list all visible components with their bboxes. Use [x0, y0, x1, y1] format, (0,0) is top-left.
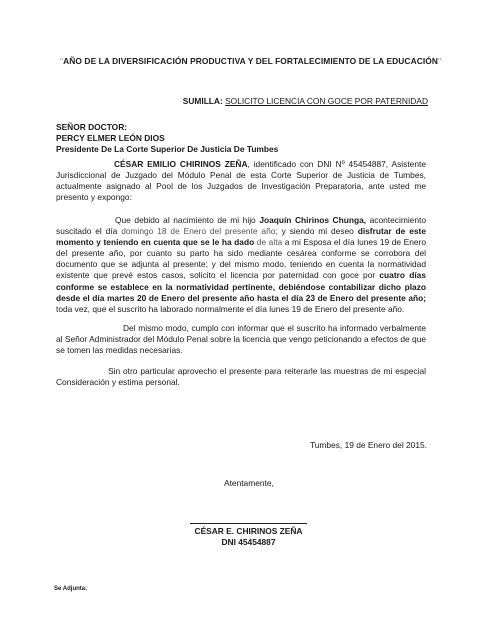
paragraph-introduction: [56, 159, 426, 203]
heading-open-quote: ": [60, 56, 64, 66]
letter-date: Tumbes, 19 de Enero del 2015.: [309, 440, 427, 450]
applicant-name: CÉSAR EMILIO CHIRINOS ZEÑA: [114, 159, 248, 169]
paragraph-request: [56, 215, 426, 315]
request-bold-2: cuatro días conforme se establece en la normatividad pertinente, debiéndose contabilizar dicho plazo desde el día martes 20 de Enero del presente año hasta el día 23 de Enero del presente año;: [56, 270, 426, 303]
heading-close-quote: ": [438, 56, 442, 66]
request-text-6: toda vez, que el suscrito ha laborado normalmente el día lunes 19 de Enero del presente año.: [56, 303, 405, 314]
sumilla-label: SUMILLA:: [182, 96, 223, 106]
request-text-4: de alta: [254, 237, 285, 248]
introduction-text: , identificado con DNI Nº 45454887, Asistente Jurisdiccional de Juzgado del Módulo Penal de esta Corte Superior de Justicia de Tumbes, actualmente asignado al Pool de los Juzgados de Investigación Preparatoria, ante usted me presento y expongo:: [56, 159, 426, 203]
heading-title: AÑO DE LA DIVERSIFICACIÓN PRODUCTIVA Y DEL FORTALECIMIENTO DE LA EDUCACIÓN: [63, 56, 439, 66]
signature-line: [190, 523, 307, 524]
sumilla-text: SOLICITO LICENCIA CON GOCE POR PATERNIDAD: [225, 96, 428, 106]
request-text-2: acontecimiento suscitado el día: [56, 215, 426, 237]
addressee-title: SEÑOR DOCTOR:: [56, 122, 128, 132]
addressee-name: PERCY ELMER LEÓN DIOS: [56, 133, 165, 143]
sumilla: [183, 96, 428, 106]
attached-label: Se Adjunta:: [54, 586, 88, 592]
birth-date: domingo 18 de Enero del presente año;: [121, 226, 278, 237]
signer-name: CÉSAR E. CHIRINOS ZEÑA: [194, 526, 303, 536]
year-heading: [60, 56, 442, 66]
paragraph-notification: Del mismo modo, cumplo con informar que el suscrito ha informado verbalmente al Señor Administrador del Módulo Penal sobre la licencia que vengo peticionando a efectos de que se tomen las medidas necesarias.: [56, 323, 426, 356]
request-bold-1: disfrutar de este momento y teniendo en cuenta que se le ha dado: [56, 226, 426, 248]
attentively-text: Atentamente,: [224, 478, 274, 488]
paragraph-closing: Sin otro particular aprovecho el presente para reiterarle las muestras de mi especial Consideración y estima personal.: [56, 366, 426, 388]
request-text-3: y siendo mi deseo: [277, 226, 358, 237]
signer-dni: DNI 45454887: [221, 537, 276, 547]
son-name: Joaquín Chirinos Chunga,: [259, 215, 367, 225]
request-text-5: a mi Esposa el día lunes 19 de Enero del presente año, por cuanto su parto ha sido mediante cesárea conforme se corrobora del documento que se adjunta al presente; y del mismo modo, teniendo en cuenta la normatividad existente que prevé estos casos, solicito el licencia por paternidad con goce por: [56, 237, 426, 281]
request-text-1: Que debido al nacimiento de mi hijo: [115, 215, 260, 225]
addressee-position: Presidente De La Corte Superior De Justicia De Tumbes: [56, 144, 279, 154]
